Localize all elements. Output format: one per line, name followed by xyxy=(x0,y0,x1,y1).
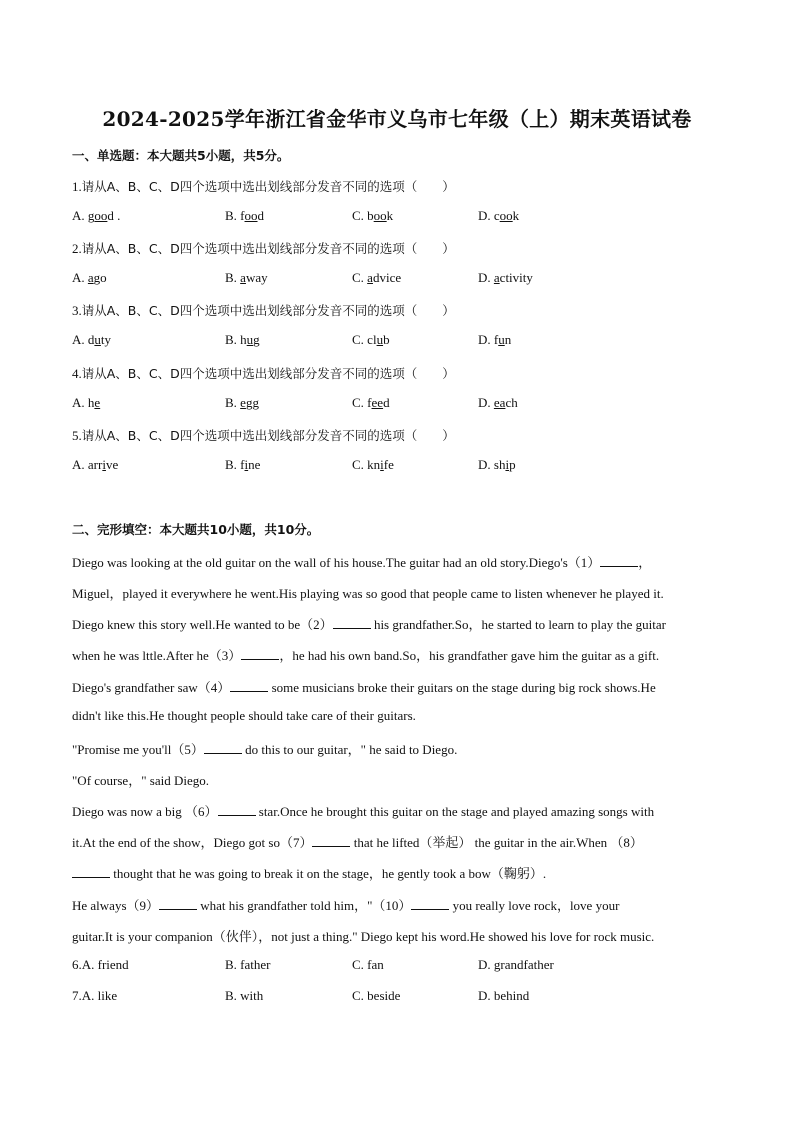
passage-line: when he was lttle.After he（3） ，he had his own band.So，his grandfather gave him the guitar as a gift. xyxy=(72,648,660,663)
question-3 xyxy=(72,301,455,319)
option-b[interactable]: B. father xyxy=(225,957,271,972)
question-2 xyxy=(72,239,455,257)
passage-line: guitar.It is your companion（伙伴），not just a thing." Diego kept his word.He showed his love for rock music. xyxy=(72,929,655,944)
passage-line: "Promise me you'll（5） do this to our guitar，" he said to Diego. xyxy=(72,742,458,757)
option-c[interactable]: C. fan xyxy=(352,957,384,972)
option-a[interactable]: A. good . xyxy=(72,208,121,223)
option-b[interactable]: B. egg xyxy=(225,395,259,410)
option-a[interactable]: A. duty xyxy=(72,332,112,347)
blank[interactable] xyxy=(241,647,279,660)
blank[interactable] xyxy=(230,679,268,692)
option-b[interactable]: B. food xyxy=(225,208,265,223)
option-a[interactable]: A. ago xyxy=(72,270,107,285)
question-4 xyxy=(72,364,455,382)
option-a[interactable]: A. he xyxy=(72,395,101,410)
option-d[interactable]: D. behind xyxy=(478,988,530,1003)
option-b[interactable]: B. with xyxy=(225,988,264,1003)
option-c[interactable]: C. club xyxy=(352,332,390,347)
question-stem: 请从A、B、C、D四个选项中选出划线部分发音不同的选项（ ） xyxy=(81,303,455,318)
option-b[interactable]: B. fine xyxy=(225,457,261,472)
option-c[interactable]: C. book xyxy=(352,208,394,223)
blank[interactable] xyxy=(159,897,197,910)
question-5-options xyxy=(72,457,732,475)
question-number: 1. xyxy=(72,179,82,194)
option-d[interactable]: D. each xyxy=(478,395,518,410)
option-b[interactable]: B. away xyxy=(225,270,268,285)
section-2-heading: 二、完形填空：本大题共10小题，共10分。 xyxy=(72,522,320,537)
question-stem: 请从A、B、C、D四个选项中选出划线部分发音不同的选项（ ） xyxy=(81,241,455,256)
question-number: 4. xyxy=(72,366,82,381)
blank[interactable] xyxy=(72,865,110,878)
question-1-options xyxy=(72,208,732,226)
option-c[interactable]: C. beside xyxy=(352,988,401,1003)
option-a[interactable]: 7.A. like xyxy=(72,988,118,1003)
option-a[interactable]: 6.A. friend xyxy=(72,957,129,972)
blank[interactable] xyxy=(218,803,256,816)
passage-line: didn't like this.He thought people should take care of their guitars. xyxy=(72,708,416,723)
blank[interactable] xyxy=(600,554,638,567)
question-number: 5. xyxy=(72,428,82,443)
passage-line: Diego was looking at the old guitar on the wall of his house.The guitar had an old story.Diego's（1） ， xyxy=(72,555,652,570)
cloze-7-options xyxy=(72,988,732,1006)
option-d[interactable]: D. ship xyxy=(478,457,516,472)
option-c[interactable]: C. advice xyxy=(352,270,402,285)
section-1-heading: 一、单选题：本大题共5小题，共5分。 xyxy=(72,148,290,163)
question-5 xyxy=(72,426,455,444)
passage-line: Diego knew this story well.He wanted to be（2） his grandfather.So，he started to learn to play the guitar xyxy=(72,617,666,632)
page-title: 2024-2025学年浙江省金华市义乌市七年级（上）期末英语试卷 xyxy=(102,107,692,131)
question-stem: 请从A、B、C、D四个选项中选出划线部分发音不同的选项（ ） xyxy=(81,428,455,443)
blank[interactable] xyxy=(312,834,350,847)
question-1 xyxy=(72,177,455,195)
blank[interactable] xyxy=(204,741,242,754)
passage-line: it.At the end of the show，Diego got so（7） that he lifted（举起） the guitar in the air.When （8） xyxy=(72,835,643,850)
blank[interactable] xyxy=(411,897,449,910)
passage-line: Diego was now a big （6） star.Once he brought this guitar on the stage and played amazing songs with xyxy=(72,804,655,819)
question-stem: 请从A、B、C、D四个选项中选出划线部分发音不同的选项（ ） xyxy=(81,366,455,381)
passage-line: He always（9） what his grandfather told him，"（10） you really love rock，love your xyxy=(72,898,620,913)
question-number: 2. xyxy=(72,241,82,256)
question-number: 3. xyxy=(72,303,82,318)
option-c[interactable]: C. knife xyxy=(352,457,394,472)
option-d[interactable]: D. cook xyxy=(478,208,520,223)
option-a[interactable]: A. arrive xyxy=(72,457,119,472)
passage-line: thought that he was going to break it on the stage，he gently took a bow（鞠躬）. xyxy=(72,863,722,882)
option-b[interactable]: B. hug xyxy=(225,332,260,347)
option-d[interactable]: D. activity xyxy=(478,270,533,285)
passage-line: Miguel，played it everywhere he went.His playing was so good that people came to listen whenever he played it. xyxy=(72,586,664,601)
question-2-options xyxy=(72,270,732,288)
cloze-6-options xyxy=(72,957,732,975)
option-c[interactable]: C. feed xyxy=(352,395,390,410)
question-3-options xyxy=(72,332,732,350)
option-d[interactable]: D. fun xyxy=(478,332,512,347)
question-stem: 请从A、B、C、D四个选项中选出划线部分发音不同的选项（ ） xyxy=(81,179,455,194)
passage-line: Diego's grandfather saw（4） some musicians broke their guitars on the stage during big rock shows.He xyxy=(72,680,656,695)
passage-line: "Of course，" said Diego. xyxy=(72,773,209,788)
option-d[interactable]: D. grandfather xyxy=(478,957,554,972)
question-4-options xyxy=(72,395,732,413)
blank[interactable] xyxy=(333,616,371,629)
